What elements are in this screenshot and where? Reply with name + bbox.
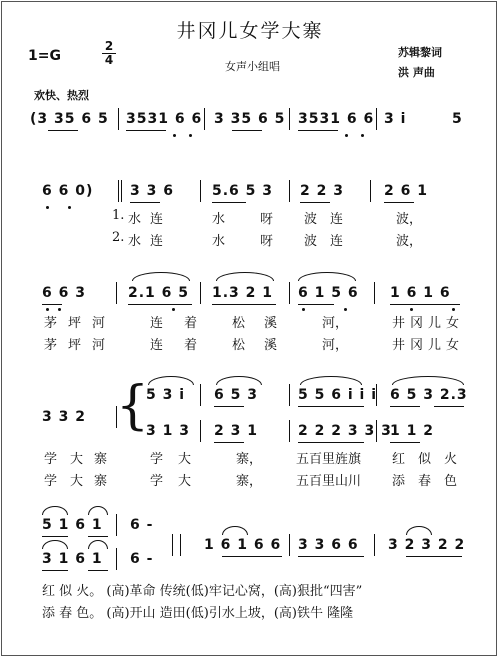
score-line-4-upper [0, 384, 500, 406]
score-line-4-lower [0, 420, 500, 442]
system-brace: { [116, 376, 150, 436]
barline [200, 420, 201, 442]
beam [298, 130, 338, 131]
measure: 2 3 1 [214, 423, 258, 439]
measure: 6 5 3 2.3 [390, 387, 468, 403]
low-octave-dot [173, 134, 176, 137]
measure: 3 35 6 5 [214, 111, 286, 127]
beam [126, 130, 166, 131]
lyrics-verse-2-line-2: 2. 水 连 水 呀 波 连 波， [112, 230, 423, 249]
lyricist-credit: 苏辑黎词 [398, 46, 442, 59]
barline [376, 384, 377, 406]
measure: 6 5 3 [214, 387, 258, 403]
lyrics-verse-2-line-5: 添 春 色。 (高)开山 造田(低)引水上坡，(高)铁牛 隆隆 [42, 606, 354, 621]
low-octave-dot [452, 308, 455, 311]
low-octave-dot [172, 308, 175, 311]
low-octave-dot [58, 308, 61, 311]
measure: 6 - [130, 517, 154, 533]
measure: 3 i [384, 111, 407, 127]
measure: 2 2 2 3 3 3 [298, 423, 392, 439]
song-title: 井冈儿女学大寨 [176, 20, 324, 42]
beam [390, 304, 460, 305]
measure: 6 1 5 6 [298, 285, 359, 301]
barline [118, 180, 119, 202]
measure: 1 6 1 6 6 [204, 537, 282, 553]
beam [128, 304, 192, 305]
lyrics-verse-1-line-3: 茅 坪 河 连 着 松 溪 河， 井 冈 儿 女 [44, 316, 460, 331]
time-signature-top: 2 [104, 39, 114, 53]
measure: 2.1 6 5 [128, 285, 190, 301]
barline [374, 282, 375, 304]
composer-credit: 洪 声曲 [398, 66, 435, 79]
measure: 5.6 5 3 [212, 183, 274, 199]
barline [118, 108, 119, 130]
low-octave-dot [345, 134, 348, 137]
barline [116, 548, 117, 570]
measure: (3 35 6 5 [30, 111, 109, 127]
barline [121, 180, 122, 202]
measure: 5 5 6 i i i [298, 387, 377, 403]
beam [130, 202, 160, 203]
measure: 6 - [130, 551, 154, 567]
measure: 1 6 1 6 [390, 285, 451, 301]
barline [200, 282, 201, 304]
barline [200, 180, 201, 202]
score-line-5-lower [0, 548, 500, 570]
beam [42, 570, 68, 571]
measure: 3 3 6 [130, 183, 174, 199]
measure: 1.3 2 1 [212, 285, 274, 301]
beam [214, 442, 244, 443]
barline [200, 384, 201, 406]
score-line-2 [0, 180, 500, 202]
beam [88, 570, 108, 571]
barline [116, 282, 117, 304]
score-line-3 [0, 282, 500, 304]
lyrics-verse-1-line-5: 红 似 火。 (高)革命 传统(低)牢记心窝，(高)狠批“四害” [42, 584, 363, 599]
barline [370, 180, 371, 202]
measure: 3 1 3 [146, 423, 190, 439]
barline [204, 108, 205, 130]
barline [376, 108, 377, 130]
beam [48, 130, 78, 131]
time-signature-bottom: 4 [102, 53, 116, 67]
key-signature: 1=G [28, 48, 61, 64]
beam [212, 304, 276, 305]
measure: 3 3 2 [42, 409, 86, 425]
measure: 3 2 3 2 2 [388, 537, 466, 553]
low-octave-dot [361, 134, 364, 137]
beam [384, 202, 414, 203]
beam [42, 304, 62, 305]
barline [116, 514, 117, 536]
measure: 3531 6 6 [298, 111, 375, 127]
measure: 3531 6 6 [126, 111, 203, 127]
score-line-1 [0, 108, 500, 130]
barline [289, 108, 290, 130]
beam [390, 442, 420, 443]
beam [212, 202, 246, 203]
beam [298, 304, 334, 305]
measure: 5 1 6 1 [42, 517, 103, 533]
barline [289, 420, 290, 442]
lyrics-verse-2-line-3: 茅 坪 河 连 着 松 溪 河， 井 冈 儿 女 [44, 338, 460, 353]
barline [289, 180, 290, 202]
low-octave-dot [344, 308, 347, 311]
barline [289, 384, 290, 406]
barline [376, 420, 377, 442]
lyrics-verse-2-line-4: 学 大 寨 学 大 寨， 五百里山川 添 春 色 [44, 474, 458, 489]
measure: 6 6 3 [42, 285, 86, 301]
beam [300, 202, 330, 203]
time-signature [102, 40, 116, 67]
lyrics-verse-1-line-4: 学 大 寨 学 大 寨， 五百里旌旗 红 似 火 [44, 452, 458, 467]
measure: 3 3 6 6 [298, 537, 359, 553]
measure: 5 [452, 111, 463, 127]
tempo-marking: 欢快、热烈 [34, 89, 89, 102]
beam [232, 130, 262, 131]
performer-note: 女声小组唱 [225, 60, 280, 73]
beam [298, 442, 364, 443]
measure: 2 2 3 [300, 183, 344, 199]
lyrics-verse-1-line-2: 1. 水 连 水 呀 波 连 波， [112, 208, 423, 227]
low-octave-dot [189, 134, 192, 137]
measure: 2 6 1 [384, 183, 428, 199]
barline [289, 282, 290, 304]
measure: 1 1 2 [390, 423, 434, 439]
low-octave-dot [410, 308, 413, 311]
low-octave-dot [302, 308, 305, 311]
measure: 5 3 i [146, 387, 186, 403]
measure: 3 1 6 1 [42, 551, 103, 567]
measure: 6 6 0) [42, 183, 94, 199]
low-octave-dot [46, 308, 49, 311]
